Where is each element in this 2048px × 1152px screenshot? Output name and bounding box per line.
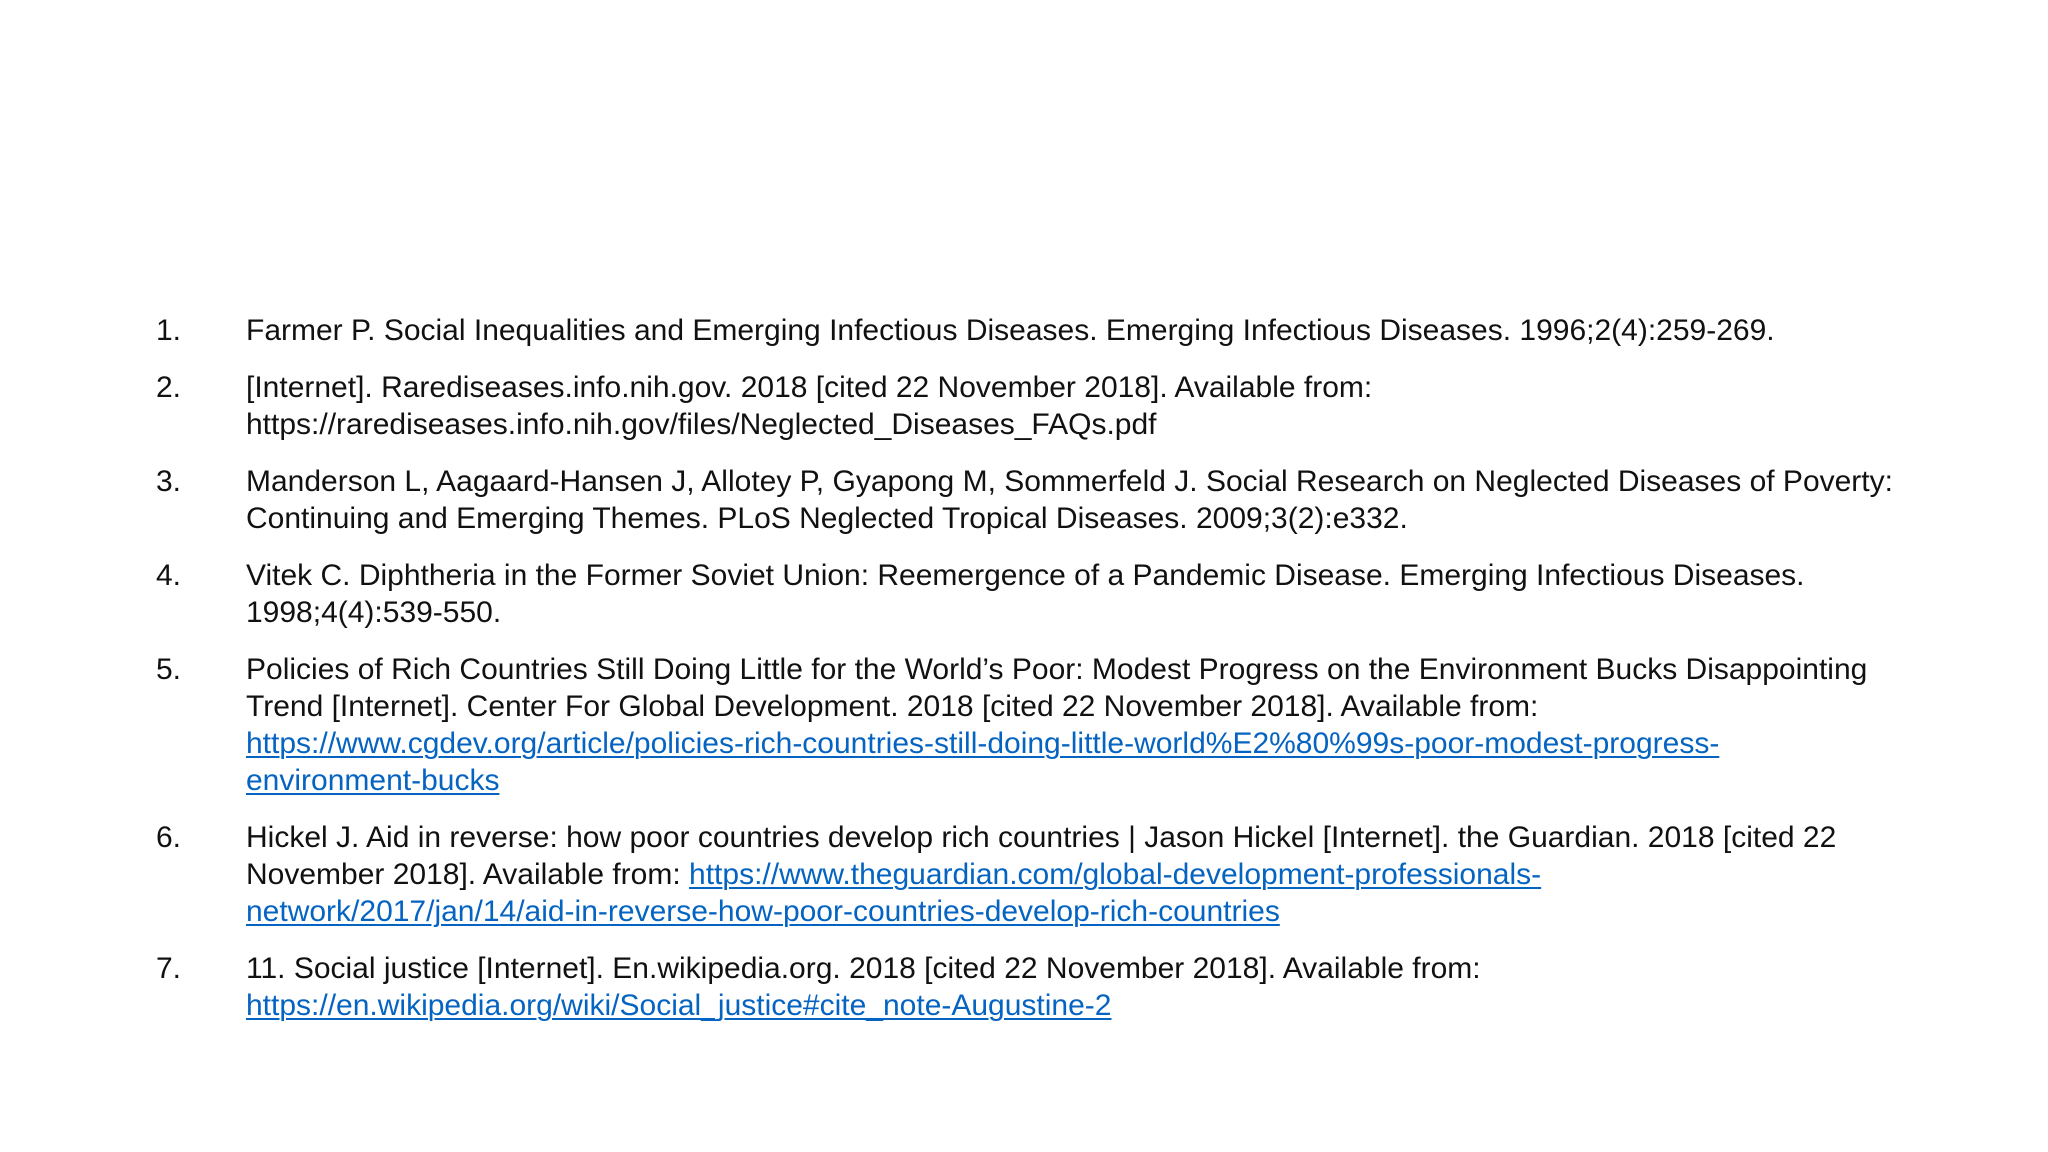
reference-body: [Internet]. Rarediseases.info.nih.gov. 2018 [cited 22 November 2018]. Available from: xyxy=(246,371,1373,404)
reference-number: 2. xyxy=(156,371,182,404)
reference-text xyxy=(246,557,1896,631)
reference-number: 3. xyxy=(156,465,182,498)
reference-number: 1. xyxy=(156,314,182,347)
reference-item-7 xyxy=(156,950,1896,1024)
reference-item-5 xyxy=(156,651,1896,799)
reference-body: Hickel J. Aid in reverse: how poor countries develop rich countries | Jason Hickel [Internet]. the Guardian. 2018 [cited 22 November 2018]. Available from: xyxy=(246,821,1837,891)
reference-url-text: https://rarediseases.info.nih.gov/files/Neglected_Diseases_FAQs.pdf xyxy=(246,408,1157,441)
reference-text xyxy=(246,463,1896,537)
reference-body: Farmer P. Social Inequalities and Emerging Infectious Diseases. Emerging Infectious Diseases. 1996;2(4):259-269. xyxy=(246,314,1775,347)
reference-text xyxy=(246,312,1896,349)
reference-item-2 xyxy=(156,369,1896,443)
reference-text xyxy=(246,369,1896,443)
reference-body: Manderson L, Aagaard-Hansen J, Allotey P, Gyapong M, Sommerfeld J. Social Research on Neglected Diseases of Poverty: Continuing and Emerging Themes. PLoS Neglected Tropical Diseases. 2009;3(2):e332. xyxy=(246,465,1893,535)
reference-link-line: https://www.theguardian.com/global-development-professionals- xyxy=(689,858,1542,891)
reference-body: 11. Social justice [Internet]. En.wikipedia.org. 2018 [cited 22 November 2018]. Available from: xyxy=(246,952,1481,985)
reference-number: 4. xyxy=(156,559,182,592)
reference-link-cgdev[interactable] xyxy=(246,727,1719,797)
reference-text xyxy=(246,651,1896,799)
reference-number: 7. xyxy=(156,952,182,985)
reference-body: Policies of Rich Countries Still Doing Little for the World’s Poor: Modest Progress on the Environment Bucks Disappointing Trend [Internet]. Center For Global Development. 2018 [cited 22 November 2018]. Available from: xyxy=(246,653,1868,723)
reference-number: 5. xyxy=(156,653,182,686)
reference-item-1 xyxy=(156,312,1896,349)
reference-item-6 xyxy=(156,819,1896,930)
reference-body: Vitek C. Diphtheria in the Former Soviet Union: Reemergence of a Pandemic Disease. Emerging Infectious Diseases. 1998;4(4):539-550. xyxy=(246,559,1805,629)
reference-number: 6. xyxy=(156,821,182,854)
reference-item-3 xyxy=(156,463,1896,537)
reference-list xyxy=(156,312,1896,1044)
reference-text xyxy=(246,950,1896,1024)
reference-item-4 xyxy=(156,557,1896,631)
reference-link-line: network/2017/jan/14/aid-in-reverse-how-poor-countries-develop-rich-countries xyxy=(246,895,1280,928)
reference-link-line: https://www.cgdev.org/article/policies-rich-countries-still-doing-little-world%E2%80%99s-poor-modest-progress- xyxy=(246,727,1720,760)
reference-link-wikipedia[interactable]: https://en.wikipedia.org/wiki/Social_justice#cite_note-Augustine-2 xyxy=(246,989,1112,1022)
reference-link-line: environment-bucks xyxy=(246,764,500,797)
reference-text xyxy=(246,819,1896,930)
